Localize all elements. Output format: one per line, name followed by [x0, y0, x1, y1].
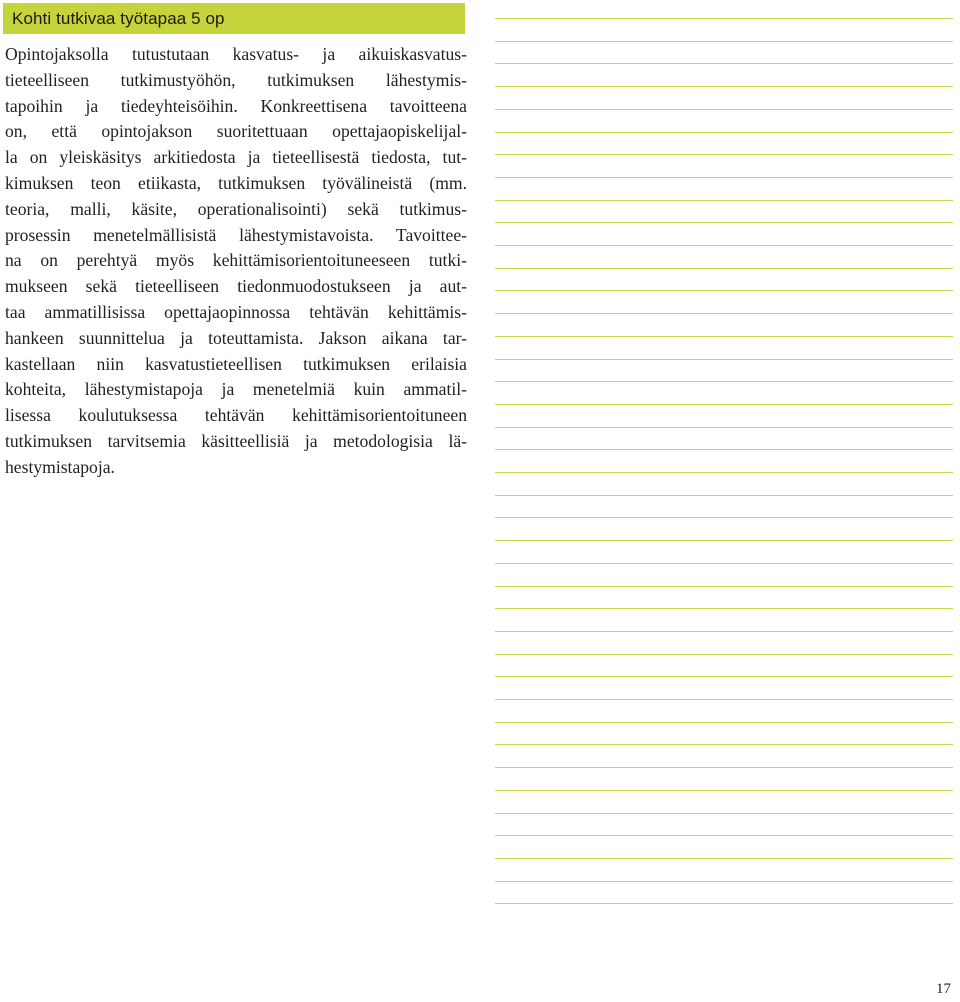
note-line [495, 109, 953, 110]
note-line [495, 495, 953, 496]
notes-area [495, 0, 955, 920]
note-line [495, 903, 953, 904]
course-description [5, 42, 467, 481]
text-line: tieteelliseen tutkimustyöhön, tutkimuksen lähestymis- [5, 69, 467, 90]
note-line [495, 540, 953, 541]
note-line [495, 631, 953, 632]
note-line [495, 654, 953, 655]
text-line: teoria, malli, käsite, operationalisointi) sekä tutkimus- [5, 198, 467, 219]
note-line [495, 404, 953, 405]
text-line: mukseen sekä tieteelliseen tiedonmuodostukseen ja aut- [5, 276, 467, 297]
note-line [495, 132, 953, 133]
note-line [495, 676, 953, 677]
note-line [495, 563, 953, 564]
note-line [495, 767, 953, 768]
note-line [495, 790, 953, 791]
note-line [495, 154, 953, 155]
text-line: taa ammatillisissa opettajaopinnossa tehtävän kehittämis- [5, 301, 467, 322]
note-line [495, 86, 953, 87]
note-line [495, 268, 953, 269]
note-line [495, 290, 953, 291]
note-line [495, 427, 953, 428]
note-line [495, 381, 953, 382]
note-line [495, 813, 953, 814]
note-line [495, 608, 953, 609]
text-line: lisessa koulutuksessa tehtävän kehittämisorientoituneen [5, 405, 467, 426]
text-line: Opintojaksolla tutustutaan kasvatus- ja aikuiskasvatus- [5, 44, 467, 64]
note-line [495, 449, 953, 450]
text-line: tapoihin ja tiedeyhteisöihin. Konkreettisena tavoitteena [5, 95, 467, 116]
note-line [495, 517, 953, 518]
text-line: hankeen suunnittelua ja toteuttamista. Jakson aikana tar- [5, 327, 467, 348]
note-line [495, 222, 953, 223]
note-line [495, 744, 953, 745]
text-line: kimuksen teon etiikasta, tutkimuksen työvälineistä (mm. [5, 172, 467, 193]
text-line: na on perehtyä myös kehittämisorientoituneeseen tutki- [5, 250, 467, 271]
note-line [495, 313, 953, 314]
text-line: hestymistapoja. [5, 456, 115, 477]
text-line: la on yleiskäsitys arkitiedosta ja tieteellisestä tiedosta, tut- [5, 147, 467, 168]
note-line [495, 245, 953, 246]
note-line [495, 472, 953, 473]
page-number: 17 [936, 981, 951, 997]
note-line [495, 722, 953, 723]
note-line [495, 200, 953, 201]
note-line [495, 881, 953, 882]
note-line [495, 177, 953, 178]
note-line [495, 41, 953, 42]
note-line [495, 359, 953, 360]
text-line: tutkimuksen tarvitsemia käsitteellisiä ja metodologisia lä- [5, 430, 467, 451]
text-line: on, että opintojakson suoritettuaan opettajaopiskelijal- [5, 121, 467, 142]
text-line: kohteita, lähestymistapoja ja menetelmiä kuin ammatil- [5, 379, 467, 400]
note-line [495, 858, 953, 859]
note-line [495, 586, 953, 587]
note-line [495, 18, 953, 19]
note-line [495, 699, 953, 700]
text-line: kastellaan niin kasvatustieteellisen tutkimuksen erilaisia [5, 353, 467, 374]
note-line [495, 835, 953, 836]
note-line [495, 63, 953, 64]
note-line [495, 336, 953, 337]
text-line: prosessin menetelmällisistä lähestymistavoista. Tavoittee- [5, 224, 467, 245]
section-title: Kohti tutkivaa työtapaa 5 op [12, 8, 225, 28]
section-header [3, 3, 465, 34]
